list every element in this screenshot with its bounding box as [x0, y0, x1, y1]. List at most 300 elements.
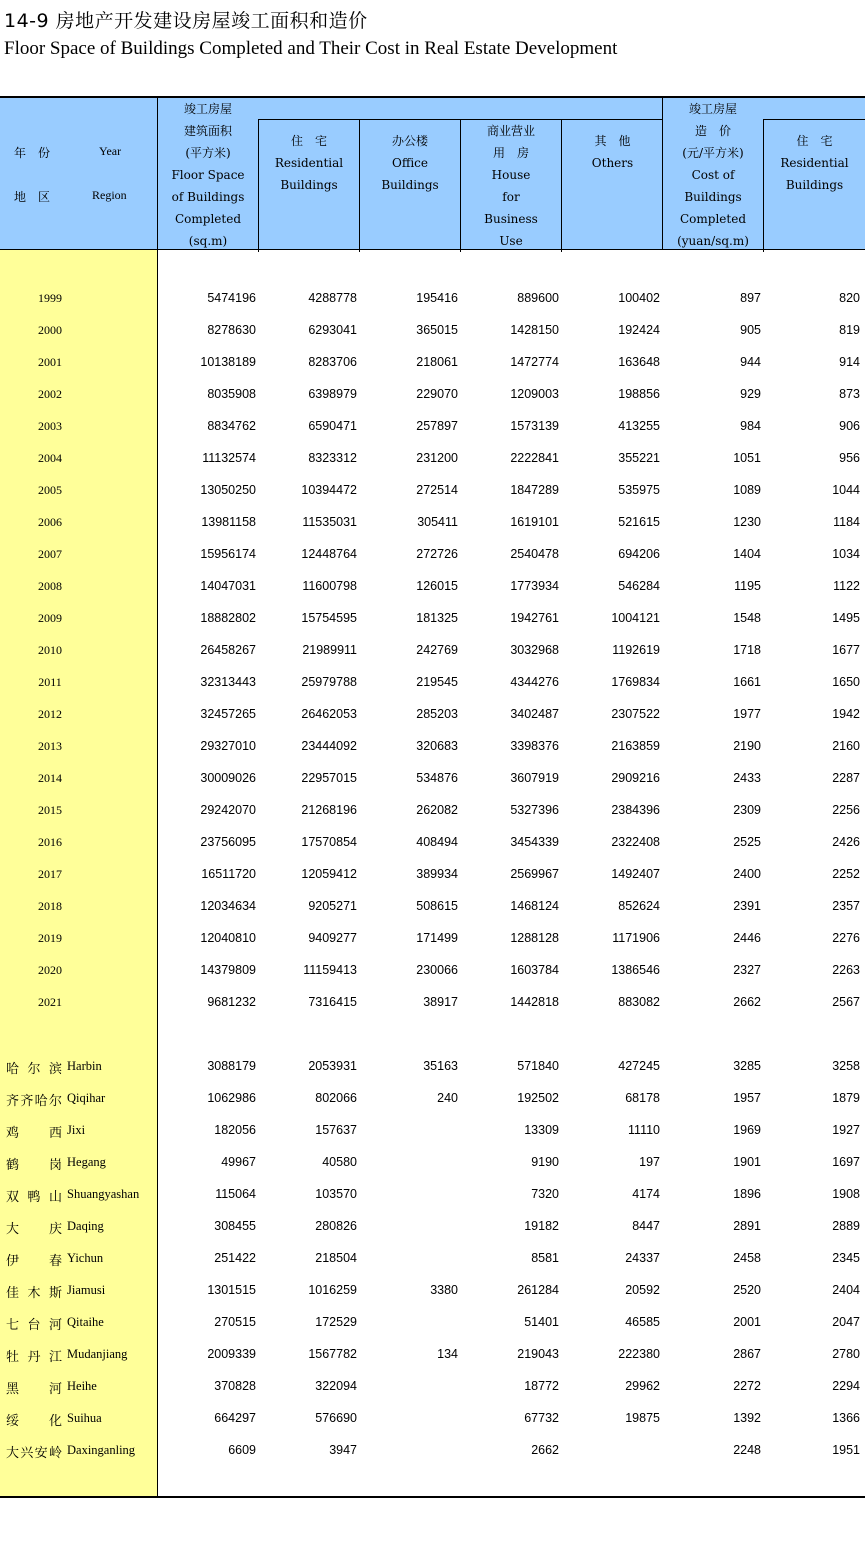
cell-value: 694206: [618, 547, 660, 561]
cell-value: 2569967: [510, 867, 559, 881]
cell-value: 9409277: [308, 931, 357, 945]
cell-value: 2426: [832, 835, 860, 849]
cell-value: 219545: [416, 675, 458, 689]
table-row: [0, 1114, 865, 1146]
cell-value: 2163859: [611, 739, 660, 753]
row-region-cn: 大庆: [6, 1222, 62, 1237]
row-region-cn: 佳木斯: [6, 1286, 62, 1301]
cell-value: 1230: [733, 515, 761, 529]
cell-value: 408494: [416, 835, 458, 849]
table-row: [0, 1082, 865, 1114]
cell-value: 25979788: [301, 675, 357, 689]
row-year: 2006: [38, 515, 62, 529]
row-region-en: Mudanjiang: [67, 1347, 128, 1361]
cell-value: 1288128: [510, 931, 559, 945]
row-year: 2020: [38, 963, 62, 977]
cell-value: 9681232: [207, 995, 256, 1009]
cell-value: 20592: [625, 1283, 660, 1297]
cell-value: 10394472: [301, 483, 357, 497]
table-row: [0, 858, 865, 890]
cell-value: 2909216: [611, 771, 660, 785]
cell-value: 270515: [214, 1315, 256, 1329]
table-row: [0, 986, 865, 1018]
cell-value: 197: [639, 1155, 660, 1169]
header-business: 商业营业 用 房 House for Business Use: [460, 120, 561, 252]
cell-value: 3088179: [207, 1059, 256, 1073]
cell-value: 1062986: [207, 1091, 256, 1105]
cell-value: 1697: [832, 1155, 860, 1169]
cell-value: 219043: [517, 1347, 559, 1361]
cell-value: 181325: [416, 611, 458, 625]
cell-value: 6590471: [308, 419, 357, 433]
cell-value: 172529: [315, 1315, 357, 1329]
cell-value: 1603784: [510, 963, 559, 977]
cell-value: 2252: [832, 867, 860, 881]
cell-value: 1209003: [510, 387, 559, 401]
cell-value: 2540478: [510, 547, 559, 561]
cell-value: 389934: [416, 867, 458, 881]
table-row: [0, 346, 865, 378]
header-region-en: Region: [92, 188, 127, 202]
row-region-cn: 鹤岗: [6, 1158, 62, 1173]
cell-value: 1492407: [611, 867, 660, 881]
row-region-cn: 大兴安岭: [6, 1446, 62, 1461]
row-year: 2011: [38, 675, 62, 689]
table-header: [0, 96, 865, 250]
row-year: 2016: [38, 835, 62, 849]
cell-value: 1442818: [510, 995, 559, 1009]
cell-value: 18882802: [200, 611, 256, 625]
cell-value: 198856: [618, 387, 660, 401]
table-row: [0, 890, 865, 922]
cell-value: 914: [839, 355, 860, 369]
cell-value: 24337: [625, 1251, 660, 1265]
cell-value: 956: [839, 451, 860, 465]
row-region-en: Hegang: [67, 1155, 106, 1169]
cell-value: 14047031: [200, 579, 256, 593]
table-row: [0, 474, 865, 506]
row-region-en: Daxinganling: [67, 1443, 136, 1457]
cell-value: 1977: [733, 707, 761, 721]
table-row: [0, 666, 865, 698]
cell-value: 3607919: [510, 771, 559, 785]
cell-value: 2047: [832, 1315, 860, 1329]
table-row: [0, 282, 865, 314]
cell-value: 11132574: [202, 451, 256, 465]
cell-value: 2009339: [207, 1347, 256, 1361]
cell-value: 157637: [315, 1123, 357, 1137]
cell-value: 257897: [416, 419, 458, 433]
cell-value: 242769: [416, 643, 458, 657]
cell-value: 4344276: [510, 675, 559, 689]
cell-value: 2525: [733, 835, 761, 849]
cell-value: 3380: [430, 1283, 458, 1297]
cell-value: 46585: [625, 1315, 660, 1329]
cell-value: 905: [740, 323, 761, 337]
cell-value: 984: [740, 419, 761, 433]
cell-value: 280826: [315, 1219, 357, 1233]
cell-value: 29962: [625, 1379, 660, 1393]
table-row: [0, 634, 865, 666]
cell-value: 1301515: [207, 1283, 256, 1297]
table-row: [0, 314, 865, 346]
table-row: [0, 1402, 865, 1434]
cell-value: 1495: [832, 611, 860, 625]
cell-value: 12034634: [200, 899, 256, 913]
cell-value: 370828: [214, 1379, 256, 1393]
cell-value: 1428150: [510, 323, 559, 337]
row-region-en: Yichun: [67, 1251, 104, 1265]
row-region-en: Shuangyashan: [67, 1187, 140, 1201]
cell-value: 1650: [832, 675, 860, 689]
cell-value: 2433: [733, 771, 761, 785]
table-row: [0, 538, 865, 570]
cell-value: 1548: [733, 611, 761, 625]
cell-value: 13981158: [201, 515, 256, 529]
cell-value: 2391: [733, 899, 761, 913]
cell-value: 852624: [618, 899, 660, 913]
cell-value: 8581: [531, 1251, 559, 1265]
cell-value: 40580: [322, 1155, 357, 1169]
header-region-cn: 地 区: [14, 190, 51, 204]
row-year: 2003: [38, 419, 62, 433]
cell-value: 1468124: [510, 899, 559, 913]
cell-value: 261284: [517, 1283, 559, 1297]
cell-value: 2889: [832, 1219, 860, 1233]
cell-value: 2446: [733, 931, 761, 945]
cell-value: 134: [437, 1347, 458, 1361]
cell-value: 1951: [832, 1443, 860, 1457]
cell-value: 32313443: [200, 675, 256, 689]
cell-value: 322094: [315, 1379, 357, 1393]
cell-value: 2287: [832, 771, 860, 785]
cell-value: 171499: [416, 931, 458, 945]
cell-value: 2780: [832, 1347, 860, 1361]
cell-value: 7316415: [308, 995, 357, 1009]
cell-value: 355221: [618, 451, 660, 465]
cell-value: 1122: [833, 579, 860, 593]
cell-value: 10138189: [200, 355, 256, 369]
cell-value: 2256: [832, 803, 860, 817]
cell-value: 19875: [625, 1411, 660, 1425]
row-year: 2018: [38, 899, 62, 913]
cell-value: 2294: [832, 1379, 860, 1393]
cell-value: 11110: [628, 1123, 660, 1137]
cell-value: 230066: [416, 963, 458, 977]
cell-value: 6398979: [308, 387, 357, 401]
cell-value: 1089: [733, 483, 761, 497]
table-row: [0, 954, 865, 986]
cell-value: 508615: [416, 899, 458, 913]
row-region-cn: 双鸭山: [6, 1190, 62, 1205]
cell-value: 1567782: [308, 1347, 357, 1361]
cell-value: 26458267: [200, 643, 256, 657]
cell-value: 897: [740, 291, 761, 305]
cell-value: 22957015: [301, 771, 357, 785]
cell-value: 2567: [832, 995, 860, 1009]
row-year: 2008: [38, 579, 62, 593]
cell-value: 29242070: [200, 803, 256, 817]
cell-value: 2272: [733, 1379, 761, 1393]
cell-value: 218504: [315, 1251, 357, 1265]
cell-value: 2190: [733, 739, 761, 753]
cell-value: 2309: [733, 803, 761, 817]
cell-value: 272514: [416, 483, 458, 497]
cell-value: 4174: [632, 1187, 660, 1201]
table-row: [0, 794, 865, 826]
cell-value: 12448764: [301, 547, 357, 561]
table-row: [0, 1242, 865, 1274]
header-year-en: Year: [99, 144, 122, 158]
cell-value: 2322408: [611, 835, 660, 849]
table-row: [0, 602, 865, 634]
row-region-cn: 齐齐哈尔: [6, 1094, 62, 1109]
cell-value: 2345: [832, 1251, 860, 1265]
cell-value: 5327396: [510, 803, 559, 817]
row-year: 1999: [38, 291, 62, 305]
cell-value: 308455: [214, 1219, 256, 1233]
cell-value: 1472774: [510, 355, 559, 369]
row-region-cn: 哈尔滨: [6, 1062, 62, 1077]
table-row: [0, 1178, 865, 1210]
row-region-cn: 绥化: [6, 1414, 62, 1429]
cell-value: 29327010: [200, 739, 256, 753]
cell-value: 23756095: [200, 835, 256, 849]
cell-value: 126015: [416, 579, 458, 593]
cell-value: 12059412: [301, 867, 357, 881]
cell-value: 23444092: [301, 739, 357, 753]
cell-value: 272726: [416, 547, 458, 561]
cell-value: 1718: [733, 643, 761, 657]
cell-value: 12040810: [200, 931, 256, 945]
cell-value: 262082: [416, 803, 458, 817]
header-floor-space: 竣工房屋 建筑面积 (平方米) Floor Space of Buildings Completed (sq.m): [157, 98, 258, 249]
row-year: 2014: [38, 771, 62, 785]
cell-value: 2263: [832, 963, 860, 977]
cell-value: 1957: [733, 1091, 761, 1105]
cell-value: 218061: [416, 355, 458, 369]
cell-value: 6609: [228, 1443, 256, 1457]
cell-value: 883082: [618, 995, 660, 1009]
cell-value: 8447: [632, 1219, 660, 1233]
cell-value: 2222841: [510, 451, 559, 465]
cell-value: 1171906: [612, 931, 660, 945]
header-office: 办公楼 Office Buildings: [359, 120, 460, 252]
table-row: [0, 762, 865, 794]
cell-value: 2357: [832, 899, 860, 913]
cell-value: 2307522: [611, 707, 660, 721]
cell-value: 3032968: [510, 643, 559, 657]
row-region-en: Heihe: [67, 1379, 97, 1393]
cell-value: 535975: [618, 483, 660, 497]
table-row: [0, 378, 865, 410]
cell-value: 9205271: [308, 899, 357, 913]
row-region-en: Suihua: [67, 1411, 102, 1425]
cell-value: 1184: [833, 515, 860, 529]
cell-value: 819: [839, 323, 860, 337]
cell-value: 1051: [733, 451, 761, 465]
table-row: [0, 570, 865, 602]
cell-value: 2662: [733, 995, 761, 1009]
cell-value: 365015: [416, 323, 458, 337]
row-region-cn: 黑河: [6, 1382, 62, 1397]
cell-value: 1366: [832, 1411, 860, 1425]
cell-value: 231200: [416, 451, 458, 465]
row-year: 2021: [38, 995, 62, 1009]
row-region-en: Qiqihar: [67, 1091, 106, 1105]
cell-value: 30009026: [200, 771, 256, 785]
cell-value: 38917: [423, 995, 458, 1009]
cell-value: 2458: [733, 1251, 761, 1265]
cell-value: 1661: [733, 675, 761, 689]
cell-value: 182056: [214, 1123, 256, 1137]
cell-value: 664297: [214, 1411, 256, 1425]
cell-value: 1847289: [510, 483, 559, 497]
cell-value: 3947: [329, 1443, 357, 1457]
header-cost: 竣工房屋 造 价 (元/平方米) Cost of Buildings Completed (yuan/sq.m): [662, 98, 763, 249]
cell-value: 16511720: [201, 867, 256, 881]
cell-value: 1677: [832, 643, 860, 657]
cell-value: 49967: [221, 1155, 256, 1169]
table-row: [0, 1146, 865, 1178]
cell-value: 2400: [733, 867, 761, 881]
row-year: 2010: [38, 643, 62, 657]
cell-value: 285203: [416, 707, 458, 721]
cell-value: 3398376: [510, 739, 559, 753]
cell-value: 1927: [832, 1123, 860, 1137]
cell-value: 1896: [733, 1187, 761, 1201]
cell-value: 1901: [733, 1155, 761, 1169]
cell-value: 944: [740, 355, 761, 369]
cell-value: 32457265: [200, 707, 256, 721]
row-year: 2001: [38, 355, 62, 369]
cell-value: 802066: [315, 1091, 357, 1105]
cell-value: 1392: [733, 1411, 761, 1425]
cell-value: 929: [740, 387, 761, 401]
cell-value: 229070: [416, 387, 458, 401]
row-region-cn: 伊春: [6, 1254, 62, 1269]
cell-value: 115064: [215, 1187, 256, 1201]
cell-value: 18772: [524, 1379, 559, 1393]
cell-value: 3402487: [510, 707, 559, 721]
row-year: 2007: [38, 547, 62, 561]
cell-value: 521615: [618, 515, 660, 529]
cell-value: 240: [437, 1091, 458, 1105]
cell-value: 873: [839, 387, 860, 401]
cell-value: 546284: [618, 579, 660, 593]
cell-value: 2891: [733, 1219, 761, 1233]
cell-value: 3285: [733, 1059, 761, 1073]
cell-value: 17570854: [301, 835, 357, 849]
table-row: [0, 826, 865, 858]
cell-value: 1004121: [611, 611, 660, 625]
cell-value: 11600798: [302, 579, 357, 593]
header-residential-cost: 住 宅 Residential Buildings: [763, 120, 865, 252]
row-region-en: Jixi: [67, 1123, 86, 1137]
table-row: [0, 1274, 865, 1306]
cell-value: 413255: [618, 419, 660, 433]
table-row: [0, 1434, 865, 1466]
cell-value: 1942: [832, 707, 860, 721]
row-year: 2004: [38, 451, 62, 465]
row-year: 2013: [38, 739, 62, 753]
cell-value: 68178: [625, 1091, 660, 1105]
cell-value: 305411: [417, 515, 458, 529]
cell-value: 3258: [832, 1059, 860, 1073]
cell-value: 195416: [416, 291, 458, 305]
cell-value: 11535031: [302, 515, 357, 529]
cell-value: 427245: [618, 1059, 660, 1073]
cell-value: 2248: [733, 1443, 761, 1457]
row-region-en: Daqing: [67, 1219, 104, 1233]
cell-value: 21989911: [302, 643, 357, 657]
cell-value: 5474196: [207, 291, 256, 305]
cell-value: 3454339: [510, 835, 559, 849]
cell-value: 2384396: [611, 803, 660, 817]
cell-value: 9190: [531, 1155, 559, 1169]
cell-value: 15754595: [301, 611, 357, 625]
cell-value: 571840: [517, 1059, 559, 1073]
table-row: [0, 1210, 865, 1242]
table-row: [0, 698, 865, 730]
row-year: 2012: [38, 707, 62, 721]
cell-value: 1942761: [510, 611, 559, 625]
cell-value: 534876: [416, 771, 458, 785]
row-region-cn: 鸡西: [6, 1126, 62, 1141]
cell-value: 192502: [517, 1091, 559, 1105]
cell-value: 19182: [524, 1219, 559, 1233]
cell-value: 1879: [832, 1091, 860, 1105]
table-row: [0, 1306, 865, 1338]
cell-value: 11159413: [303, 963, 357, 977]
table-row: [0, 1338, 865, 1370]
cell-value: 192424: [618, 323, 660, 337]
cell-value: 906: [839, 419, 860, 433]
row-year: 2017: [38, 867, 62, 881]
header-residential: 住 宅 Residential Buildings: [258, 120, 359, 252]
cell-value: 13050250: [200, 483, 256, 497]
cell-value: 1044: [832, 483, 860, 497]
cell-value: 1619101: [510, 515, 559, 529]
cell-value: 51401: [524, 1315, 559, 1329]
cell-value: 21268196: [301, 803, 357, 817]
cell-value: 4288778: [308, 291, 357, 305]
cell-value: 13309: [524, 1123, 559, 1137]
cell-value: 2520: [733, 1283, 761, 1297]
cell-value: 1034: [832, 547, 860, 561]
cell-value: 2867: [733, 1347, 761, 1361]
cell-value: 163648: [618, 355, 660, 369]
cell-value: 8035908: [207, 387, 256, 401]
cell-value: 1769834: [611, 675, 660, 689]
cell-value: 15956174: [200, 547, 256, 561]
table-row: [0, 730, 865, 762]
table-row: [0, 1370, 865, 1402]
cell-value: 251422: [214, 1251, 256, 1265]
cell-value: 1969: [733, 1123, 761, 1137]
row-region-en: Qitaihe: [67, 1315, 104, 1329]
cell-value: 222380: [618, 1347, 660, 1361]
cell-value: 67732: [524, 1411, 559, 1425]
cell-value: 2053931: [308, 1059, 357, 1073]
cell-value: 1386546: [611, 963, 660, 977]
cell-value: 1192619: [612, 643, 660, 657]
cell-value: 1195: [734, 579, 761, 593]
cell-value: 2276: [832, 931, 860, 945]
cell-value: 103570: [315, 1187, 357, 1201]
cell-value: 2327: [733, 963, 761, 977]
row-year: 2019: [38, 931, 62, 945]
